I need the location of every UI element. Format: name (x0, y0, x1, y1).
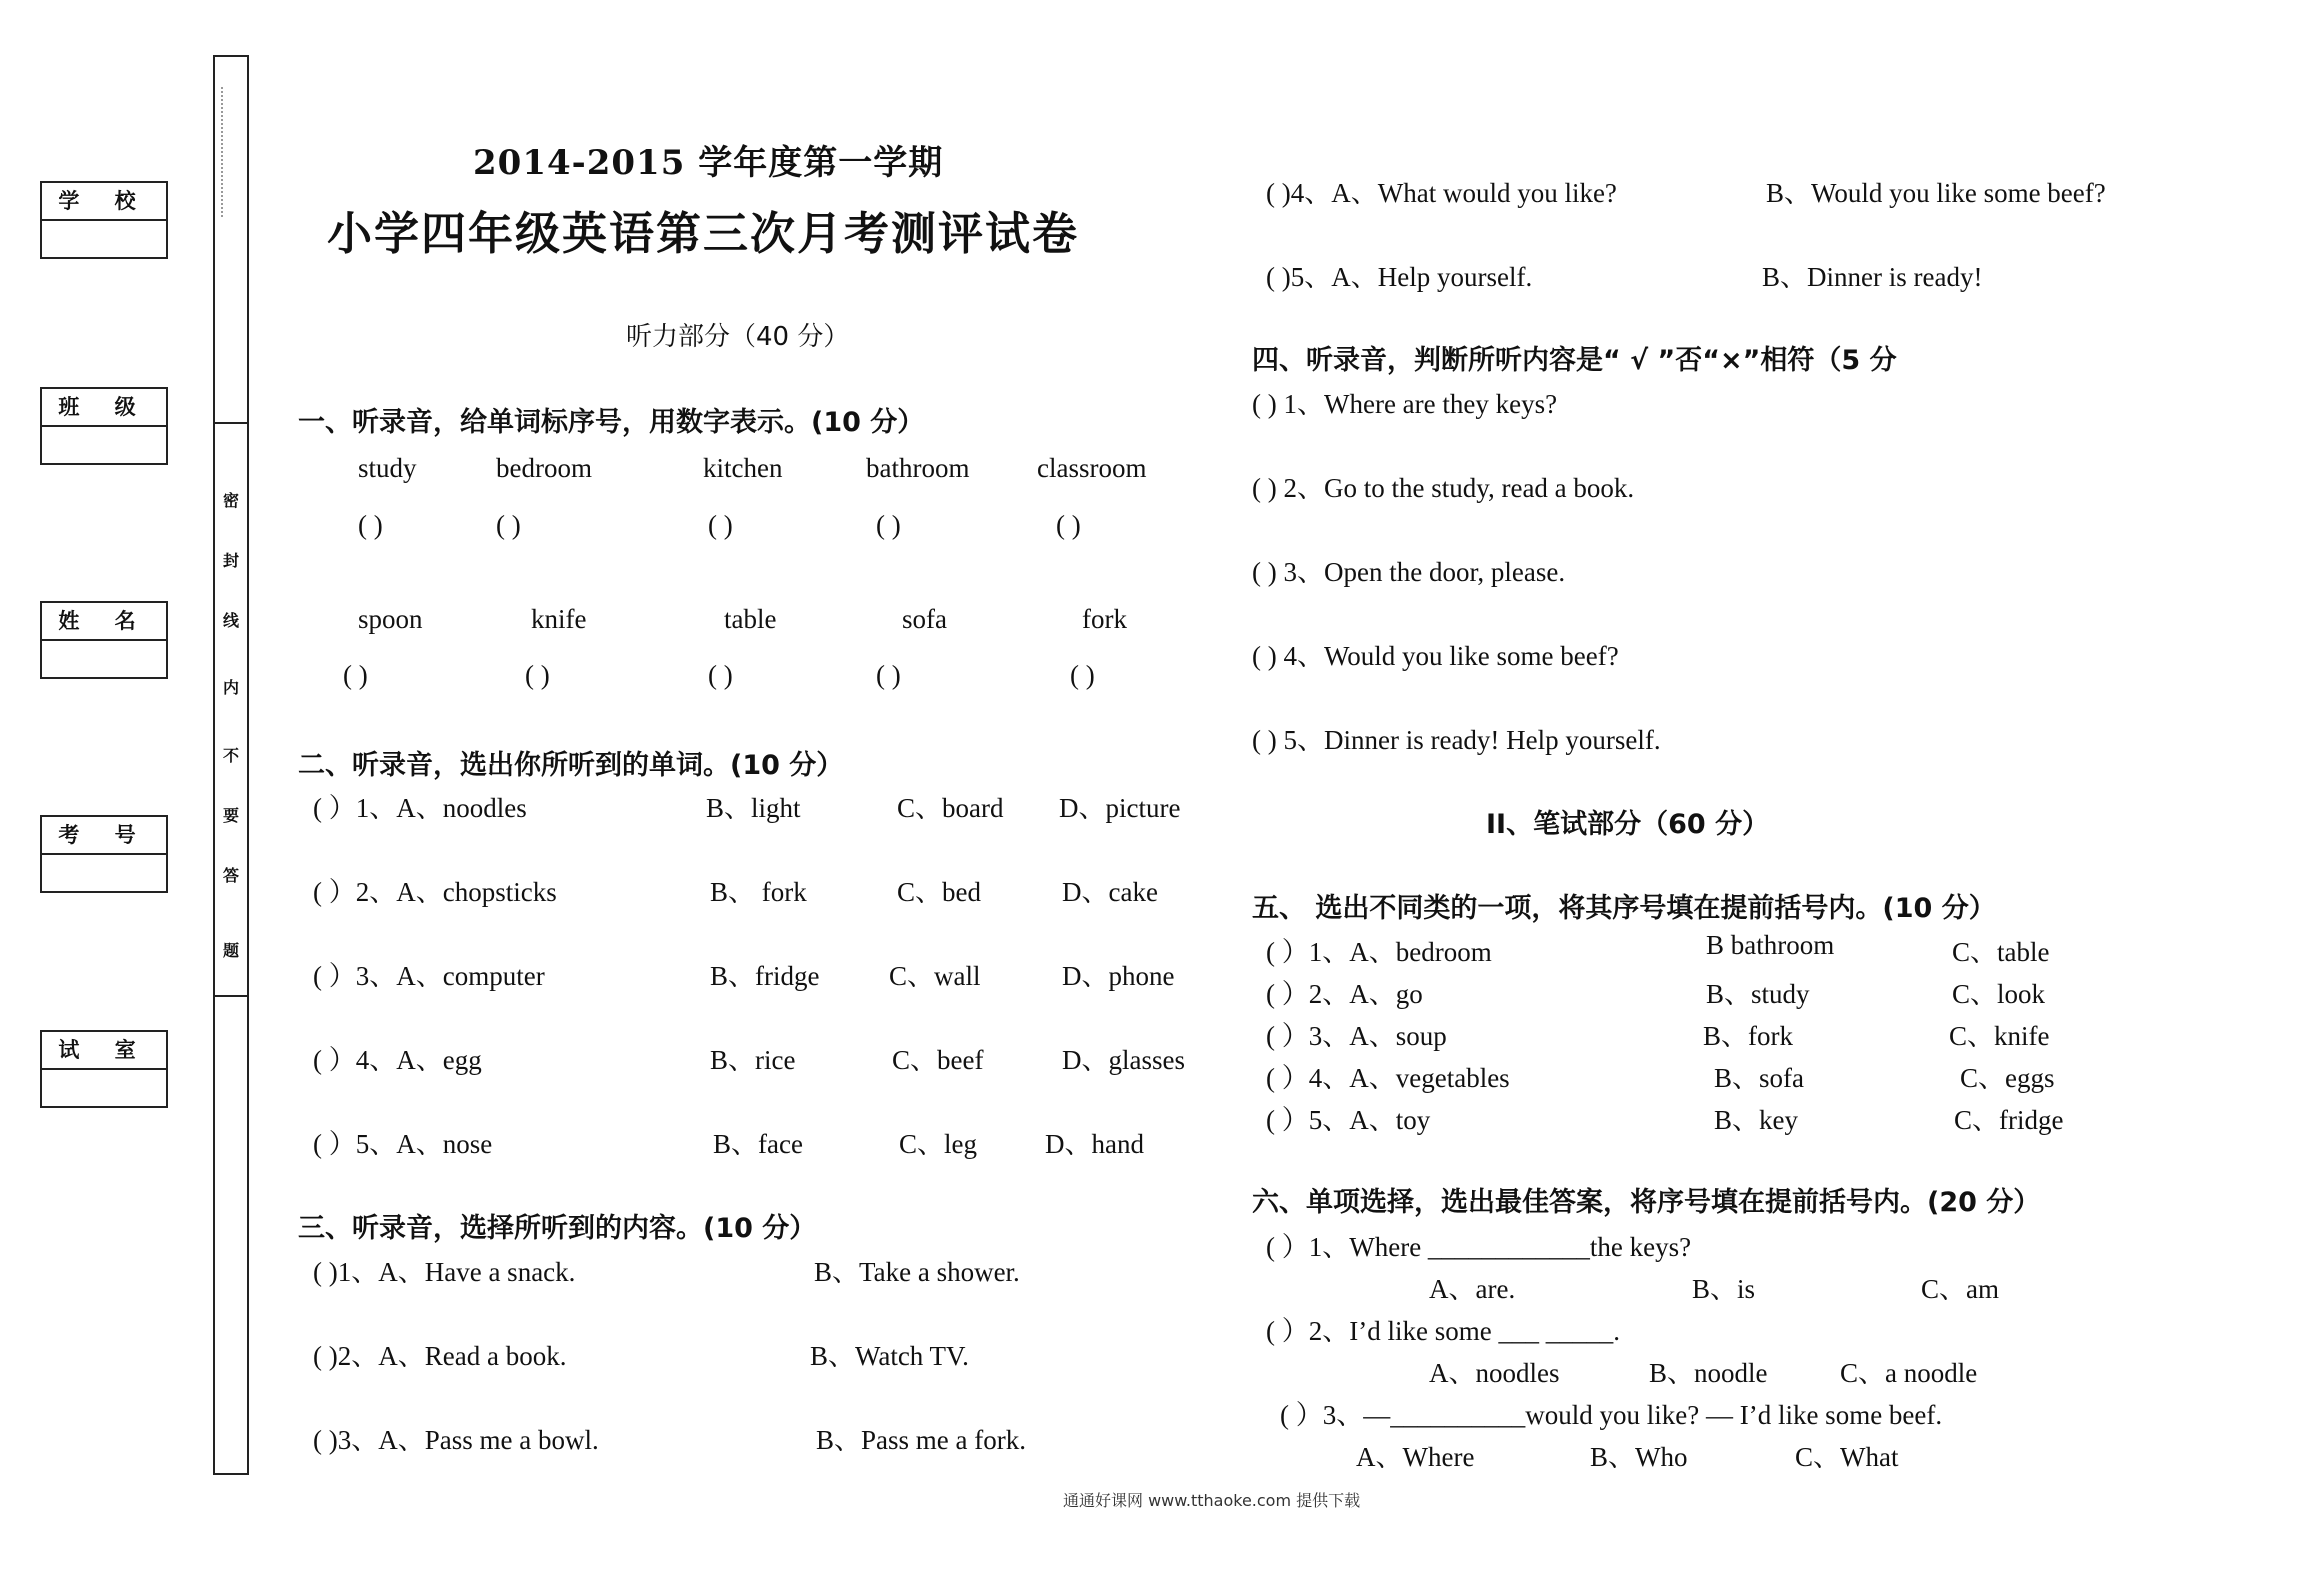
class-value[interactable] (42, 427, 166, 463)
exam-number-value[interactable] (42, 855, 166, 891)
exam-room-label: 试 室 (42, 1032, 166, 1070)
question-option-c: C、knife (1949, 1021, 2050, 1051)
question-option-a[interactable]: ( ）5、A、toy (1266, 1105, 1431, 1135)
question-option-b: B bathroom (1706, 930, 1835, 960)
judgement-item[interactable]: ( ) 3、Open the door, please. (1252, 557, 1566, 587)
word-label: bathroom (866, 453, 970, 483)
section1-heading: 一、听录音，给单词标序号，用数字表示。(10 分） (298, 407, 925, 438)
answer-paren[interactable]: ( ) (358, 510, 383, 540)
section6-heading: 六、单项选择，选出最佳答案，将序号填在提前括号内。(20 分） (1252, 1187, 2041, 1218)
footer-credit: 通通好课网 www.tthaoke.com 提供下载 (1063, 1491, 1361, 1510)
question-option-a[interactable]: ( ）4、A、egg (313, 1045, 482, 1075)
question-option-a: A、are. (1429, 1274, 1516, 1304)
question-option-a[interactable]: ( ）2、A、chopsticks (313, 877, 557, 907)
exam-title: 小学四年级英语第三次月考测评试卷 (327, 207, 1080, 260)
word-label: fork (1082, 604, 1127, 634)
word-label: spoon (358, 604, 423, 634)
question-option-b: B、face (713, 1129, 803, 1159)
binding-char: 要 (222, 806, 239, 825)
question-option-b: B、Who (1590, 1442, 1688, 1472)
question-option-c: C、look (1952, 979, 2046, 1009)
question-option-c: C、leg (899, 1129, 977, 1159)
question-option-c: C、wall (889, 961, 981, 991)
exam-number-label: 考 号 (42, 817, 166, 855)
judgement-item[interactable]: ( ) 4、Would you like some beef? (1252, 641, 1619, 671)
binding-char: 题 (222, 941, 239, 960)
question-option-c: C、fridge (1954, 1105, 2064, 1135)
exam-number-field[interactable] (40, 815, 168, 893)
question-option-b: B、sofa (1714, 1063, 1804, 1093)
question-option-a: A、noodles (1429, 1358, 1560, 1388)
answer-paren[interactable]: ( ) (876, 510, 901, 540)
school-label: 学 校 (42, 183, 166, 221)
question-option-a[interactable]: ( ）1、A、noodles (313, 793, 527, 823)
word-label: classroom (1037, 453, 1147, 483)
question-option-b: B、is (1692, 1274, 1756, 1304)
written-part-heading: II、笔试部分（60 分） (1486, 809, 1770, 840)
question-option-a[interactable]: ( ）3、A、soup (1266, 1021, 1447, 1051)
question-option-b: B、light (706, 793, 801, 823)
question-option-a[interactable]: ( ）2、A、go (1266, 979, 1423, 1009)
word-label: study (358, 453, 417, 483)
multiple-choice-question[interactable]: ( ）1、Where ____________the keys? (1266, 1232, 1692, 1262)
word-label: kitchen (703, 453, 783, 483)
binding-char: 答 (222, 866, 239, 885)
question-option-a[interactable]: ( ）4、A、vegetables (1266, 1063, 1510, 1093)
class-field[interactable] (40, 387, 168, 465)
question-option-d: D、hand (1045, 1129, 1144, 1159)
question-option-b: B、key (1714, 1105, 1798, 1135)
question-option-b: B、 fork (710, 877, 807, 907)
binding-divider-top (215, 422, 247, 424)
question-option-c: C、beef (892, 1045, 984, 1075)
answer-paren[interactable]: ( ) (496, 510, 521, 540)
question-option-a[interactable]: ( )2、A、Read a book. (313, 1341, 567, 1371)
question-option-b: B、Take a shower. (814, 1257, 1020, 1287)
question-option-a[interactable]: ( )4、A、What would you like? (1266, 178, 1617, 208)
answer-paren[interactable]: ( ) (525, 660, 550, 690)
name-value[interactable] (42, 641, 166, 677)
word-label: bedroom (496, 453, 592, 483)
answer-paren[interactable]: ( ) (343, 660, 368, 690)
question-option-a[interactable]: ( )3、A、Pass me a bowl. (313, 1425, 599, 1455)
section3-heading: 三、听录音，选择所听到的内容。(10 分） (298, 1213, 817, 1244)
answer-paren[interactable]: ( ) (708, 510, 733, 540)
word-label: knife (531, 604, 587, 634)
multiple-choice-question[interactable]: ( ）3、—__________would you like? — I’d like some beef. (1280, 1400, 1943, 1430)
question-option-b: B、fork (1703, 1021, 1793, 1051)
question-option-b: B、Pass me a fork. (816, 1425, 1026, 1455)
question-option-a[interactable]: ( ）5、A、nose (313, 1129, 493, 1159)
question-option-c: C、table (1952, 937, 2050, 967)
answer-paren[interactable]: ( ) (876, 660, 901, 690)
judgement-item[interactable]: ( ) 2、Go to the study, read a book. (1252, 473, 1635, 503)
question-option-b: B、Watch TV. (810, 1341, 969, 1371)
answer-paren[interactable]: ( ) (708, 660, 733, 690)
exam-year-title: 2014-2015 学年度第一学期 (473, 143, 944, 183)
binding-char: 内 (222, 678, 239, 697)
answer-paren[interactable]: ( ) (1070, 660, 1095, 690)
question-option-b: B、Dinner is ready! (1762, 262, 1983, 292)
question-option-a[interactable]: ( )5、A、Help yourself. (1266, 262, 1533, 292)
class-label: 班 级 (42, 389, 166, 427)
question-option-a[interactable]: ( ）3、A、computer (313, 961, 545, 991)
question-option-b: B、rice (710, 1045, 796, 1075)
question-option-c: C、am (1921, 1274, 1999, 1304)
question-option-a: A、Where (1356, 1442, 1475, 1472)
binding-divider-bottom (215, 995, 247, 997)
question-option-d: D、picture (1059, 793, 1181, 823)
question-option-c: C、eggs (1960, 1063, 2055, 1093)
section5-heading: 五、 选出不同类的一项，将其序号填在提前括号内。(10 分） (1252, 893, 1996, 924)
exam-room-field[interactable] (40, 1030, 168, 1108)
section4-heading: 四、听录音，判断所听内容是“ √ ”否“×”相符（5 分 (1252, 345, 1897, 376)
school-field[interactable] (40, 181, 168, 259)
name-field[interactable] (40, 601, 168, 679)
question-option-a[interactable]: ( )1、A、Have a snack. (313, 1257, 576, 1287)
question-option-b: B、fridge (710, 961, 820, 991)
question-option-d: D、cake (1062, 877, 1158, 907)
binding-char: 不 (222, 746, 239, 765)
question-option-c: C、board (897, 793, 1004, 823)
school-value[interactable] (42, 221, 166, 257)
exam-room-value[interactable] (42, 1070, 166, 1106)
question-option-d: D、phone (1062, 961, 1175, 991)
judgement-item[interactable]: ( ) 5、Dinner is ready! Help yourself. (1252, 725, 1661, 755)
question-option-d: D、glasses (1062, 1045, 1185, 1075)
listening-part-heading: 听力部分（40 分） (626, 322, 850, 352)
binding-dots (221, 87, 223, 217)
name-label: 姓 名 (42, 603, 166, 641)
section2-heading: 二、听录音，选出你所听到的单词。(10 分） (298, 750, 844, 781)
binding-char: 密 (222, 491, 239, 510)
word-label: table (724, 604, 777, 634)
question-option-c: C、a noodle (1840, 1358, 1978, 1388)
multiple-choice-question[interactable]: ( ）2、I’d like some ___ _____. (1266, 1316, 1620, 1346)
question-option-a[interactable]: ( ）1、A、bedroom (1266, 937, 1492, 967)
question-option-b: B、noodle (1649, 1358, 1768, 1388)
question-option-c: C、bed (897, 877, 981, 907)
word-label: sofa (902, 604, 947, 634)
answer-paren[interactable]: ( ) (1056, 510, 1081, 540)
judgement-item[interactable]: ( ) 1、Where are they keys? (1252, 389, 1558, 419)
question-option-b: B、study (1706, 979, 1810, 1009)
binding-char: 封 (222, 551, 239, 570)
question-option-c: C、What (1795, 1442, 1899, 1472)
question-option-b: B、Would you like some beef? (1766, 178, 2106, 208)
binding-char: 线 (222, 611, 239, 630)
